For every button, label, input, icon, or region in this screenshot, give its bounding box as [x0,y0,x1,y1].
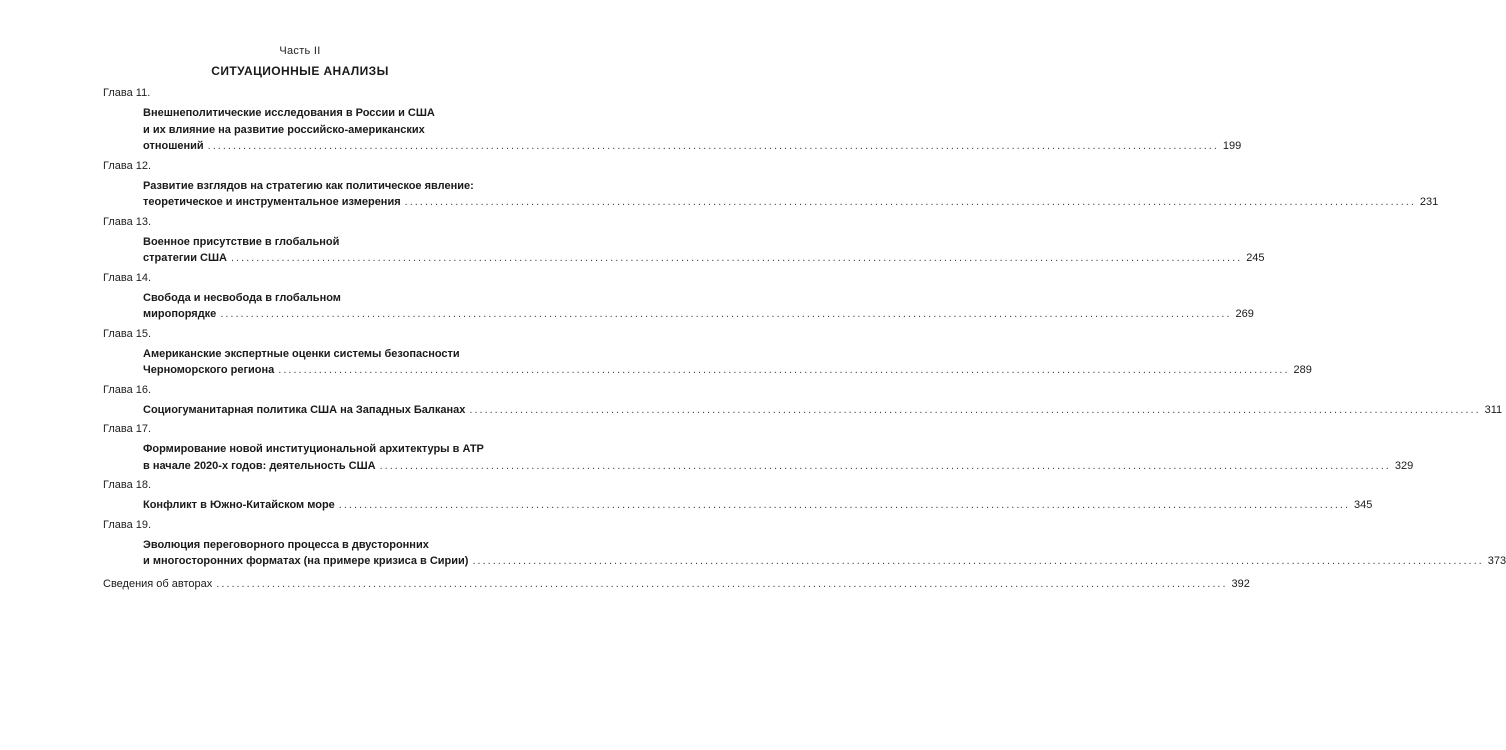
chapter-title-line: Черноморского региона [143,364,275,376]
dot-leader: ........................................................................................................................................................................................................ [216,577,1228,590]
chapter-number: Глава 11. [103,87,151,99]
page-number: 373 [1487,555,1506,567]
toc-entry[interactable] [103,517,1506,570]
dot-leader: ........................................................................................................................................................................................................ [207,140,1219,152]
chapter-number: Глава 15. [103,327,152,340]
toc-entry[interactable] [103,477,1373,514]
chapter-title-last-line [143,497,1373,514]
chapter-title-line: теоретическое и инструментальное измерения [143,196,401,208]
chapter-title-line: и многосторонних форматах (на примере кризиса в Сирии) [143,555,469,567]
chapter-title-block [103,342,1312,379]
toc-entry[interactable] [103,214,1265,267]
chapter-title-block [103,230,1265,267]
chapter-title-last-line [143,402,1503,419]
dot-leader: ........................................................................................................................................................................................................ [379,459,1391,472]
part-title: СИТУАЦИОННЫЕ АНАЛИЗЫ [211,64,389,78]
chapter-title-block [103,101,1242,155]
toc-entry[interactable] [103,382,1503,419]
page-number: 392 [1231,577,1250,590]
chapter-title-block [103,286,1254,323]
chapter-title-line: Военное присутствие в глобальной [143,235,340,248]
chapter-title-block [103,493,1373,514]
toc-entry[interactable] [103,421,1414,474]
page-number: 311 [1484,403,1503,416]
chapter-title-line: Эволюция переговорного процесса в двусторонних [143,538,429,551]
dot-leader: ........................................................................................................................................................................................................ [278,364,1290,376]
chapter-title-line: Внешнеполитические исследования в России и США [143,107,435,119]
chapter-title-block [103,437,1414,474]
chapter-title-block [103,533,1506,570]
dot-leader: ........................................................................................................................................................................................................ [472,555,1484,567]
chapter-title-line: и их влияние на развитие российско-американских [143,123,425,136]
chapter-number: Глава 18. [103,479,152,491]
chapter-title-line: Свобода и несвобода в глобальном [143,291,341,304]
chapter-title-last-line [143,362,1312,379]
chapter-number: Глава 12. [103,159,152,172]
chapter-title-line: Американские экспертные оценки системы безопасности [143,347,460,360]
chapter-title-last-line [143,458,1414,475]
page-number: 345 [1354,499,1373,511]
authors-label: Сведения об авторах [103,577,213,590]
chapter-title-line: отношений [143,140,204,152]
page-number: 245 [1246,252,1265,264]
chapter-number: Глава 14. [103,271,152,284]
chapter-title-line: в начале 2020-х годов: деятельность США [143,459,376,472]
page-number: 329 [1394,459,1414,472]
chapter-number: Глава 19. [103,518,152,531]
page-number: 269 [1235,308,1254,320]
chapter-title-line: Формирование новой институциональной архитектуры в АТР [143,443,484,455]
chapter-title-line: Развитие взглядов на стратегию как политическое явление: [143,179,474,192]
chapter-number: Глава 17. [103,423,152,435]
chapter-title-last-line [143,553,1506,570]
chapter-title-block [103,174,1439,211]
toc-entry[interactable] [103,270,1254,323]
chapter-number: Глава 13. [103,215,152,228]
toc-entry-authors[interactable] [103,576,1250,593]
chapter-title-line: Конфликт в Южно-Китайском море [143,499,335,511]
toc-entry[interactable] [103,85,1242,155]
chapter-title-line: стратегии США [143,252,227,264]
chapter-number: Глава 16. [103,383,152,396]
part-label: Часть II [279,45,321,57]
dot-leader: ........................................................................................................................................................................................................ [469,403,1481,416]
chapter-title-line: Социогуманитарная политика США на Западных Балканах [143,403,466,416]
page-number: 199 [1222,140,1242,152]
chapter-title-last-line [143,138,1242,155]
chapter-title-block [103,398,1503,419]
dot-leader: ........................................................................................................................................................................................................ [230,252,1243,264]
chapter-title-last-line [143,306,1254,323]
dot-leader: ........................................................................................................................................................................................................ [220,308,1232,320]
table-of-contents [103,82,1506,592]
toc-entry[interactable] [103,158,1439,211]
dot-leader: ........................................................................................................................................................................................................ [338,499,1351,511]
toc-entry[interactable] [103,326,1312,379]
chapter-title-last-line [143,250,1265,267]
chapter-list [103,85,1506,570]
page-number: 289 [1293,364,1312,376]
chapter-title-line: миропорядке [143,308,217,320]
dot-leader: ........................................................................................................................................................................................................ [404,196,1416,208]
chapter-title-last-line [143,194,1439,211]
page-number: 231 [1419,196,1439,208]
